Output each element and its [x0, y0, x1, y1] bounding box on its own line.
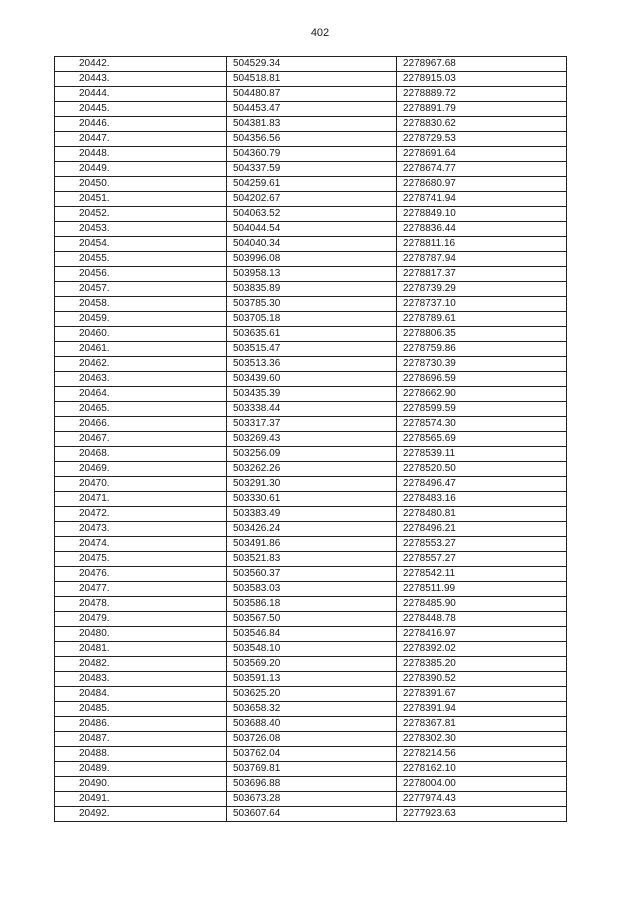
table-row	[55, 537, 567, 552]
easting-cell: 503521.83	[227, 552, 397, 567]
northing-cell: 2278967.68	[397, 57, 567, 72]
northing-cell: 2278214.56	[397, 747, 567, 762]
easting-cell: 504529.34	[227, 57, 397, 72]
northing-cell: 2278392.02	[397, 642, 567, 657]
serial-number-cell: 20453.	[55, 222, 227, 237]
serial-number-cell: 20464.	[55, 387, 227, 402]
serial-number-cell: 20489.	[55, 762, 227, 777]
table-row	[55, 72, 567, 87]
northing-cell: 2278485.90	[397, 597, 567, 612]
serial-number-cell: 20450.	[55, 177, 227, 192]
easting-cell: 503548.10	[227, 642, 397, 657]
serial-number-cell: 20447.	[55, 132, 227, 147]
table-row	[55, 117, 567, 132]
serial-number-cell: 20467.	[55, 432, 227, 447]
northing-cell: 2278811.16	[397, 237, 567, 252]
serial-number-cell: 20491.	[55, 792, 227, 807]
northing-cell: 2278674.77	[397, 162, 567, 177]
easting-cell: 503769.81	[227, 762, 397, 777]
serial-number-cell: 20471.	[55, 492, 227, 507]
northing-cell: 2278739.29	[397, 282, 567, 297]
easting-cell: 503569.20	[227, 657, 397, 672]
serial-number-cell: 20455.	[55, 252, 227, 267]
easting-cell: 504044.54	[227, 222, 397, 237]
easting-cell: 503785.30	[227, 297, 397, 312]
table-row	[55, 477, 567, 492]
table-row	[55, 432, 567, 447]
easting-cell: 504518.81	[227, 72, 397, 87]
easting-cell: 503762.04	[227, 747, 397, 762]
table-row	[55, 162, 567, 177]
table-row	[55, 222, 567, 237]
serial-number-cell: 20446.	[55, 117, 227, 132]
northing-cell: 2278004.00	[397, 777, 567, 792]
northing-cell: 2278729.53	[397, 132, 567, 147]
table-row	[55, 747, 567, 762]
table-row	[55, 372, 567, 387]
serial-number-cell: 20445.	[55, 102, 227, 117]
serial-number-cell: 20473.	[55, 522, 227, 537]
serial-number-cell: 20463.	[55, 372, 227, 387]
table-row	[55, 87, 567, 102]
serial-number-cell: 20492.	[55, 807, 227, 822]
table-row	[55, 642, 567, 657]
northing-cell: 2278830.62	[397, 117, 567, 132]
coordinates-table	[54, 56, 567, 822]
easting-cell: 504063.52	[227, 207, 397, 222]
northing-cell: 2278553.27	[397, 537, 567, 552]
serial-number-cell: 20486.	[55, 717, 227, 732]
northing-cell: 2278496.21	[397, 522, 567, 537]
serial-number-cell: 20478.	[55, 597, 227, 612]
page-number: 402	[310, 27, 330, 39]
table-row	[55, 702, 567, 717]
northing-cell: 2278302.30	[397, 732, 567, 747]
easting-cell: 503546.84	[227, 627, 397, 642]
serial-number-cell: 20485.	[55, 702, 227, 717]
serial-number-cell: 20483.	[55, 672, 227, 687]
easting-cell: 503696.88	[227, 777, 397, 792]
northing-cell: 2278849.10	[397, 207, 567, 222]
northing-cell: 2278539.11	[397, 447, 567, 462]
serial-number-cell: 20466.	[55, 417, 227, 432]
northing-cell: 2278511.99	[397, 582, 567, 597]
table-row	[55, 147, 567, 162]
table-row	[55, 252, 567, 267]
serial-number-cell: 20487.	[55, 732, 227, 747]
table-row	[55, 462, 567, 477]
easting-cell: 503996.08	[227, 252, 397, 267]
easting-cell: 503673.28	[227, 792, 397, 807]
serial-number-cell: 20458.	[55, 297, 227, 312]
table-row	[55, 207, 567, 222]
serial-number-cell: 20460.	[55, 327, 227, 342]
table-body	[55, 57, 567, 822]
northing-cell: 2278817.37	[397, 267, 567, 282]
easting-cell: 503705.18	[227, 312, 397, 327]
table-row	[55, 282, 567, 297]
table-row	[55, 597, 567, 612]
northing-cell: 2278730.39	[397, 357, 567, 372]
table-row	[55, 627, 567, 642]
table-row	[55, 192, 567, 207]
easting-cell: 503262.26	[227, 462, 397, 477]
serial-number-cell: 20477.	[55, 582, 227, 597]
northing-cell: 2278367.81	[397, 717, 567, 732]
serial-number-cell: 20469.	[55, 462, 227, 477]
serial-number-cell: 20442.	[55, 57, 227, 72]
northing-cell: 2278806.35	[397, 327, 567, 342]
easting-cell: 504259.61	[227, 177, 397, 192]
northing-cell: 2278480.81	[397, 507, 567, 522]
easting-cell: 503625.20	[227, 687, 397, 702]
northing-cell: 2278891.79	[397, 102, 567, 117]
northing-cell: 2278662.90	[397, 387, 567, 402]
northing-cell: 2278391.67	[397, 687, 567, 702]
easting-cell: 503560.37	[227, 567, 397, 582]
table-row	[55, 687, 567, 702]
easting-cell: 503688.40	[227, 717, 397, 732]
northing-cell: 2277923.63	[397, 807, 567, 822]
northing-cell: 2278391.94	[397, 702, 567, 717]
table-row	[55, 447, 567, 462]
easting-cell: 504356.56	[227, 132, 397, 147]
table-row	[55, 807, 567, 822]
easting-cell: 503330.61	[227, 492, 397, 507]
serial-number-cell: 20451.	[55, 192, 227, 207]
easting-cell: 503583.03	[227, 582, 397, 597]
northing-cell: 2278520.50	[397, 462, 567, 477]
northing-cell: 2278915.03	[397, 72, 567, 87]
serial-number-cell: 20474.	[55, 537, 227, 552]
table-row	[55, 762, 567, 777]
serial-number-cell: 20457.	[55, 282, 227, 297]
easting-cell: 503958.13	[227, 267, 397, 282]
serial-number-cell: 20488.	[55, 747, 227, 762]
table-row	[55, 552, 567, 567]
table-row	[55, 612, 567, 627]
serial-number-cell: 20462.	[55, 357, 227, 372]
northing-cell: 2278557.27	[397, 552, 567, 567]
northing-cell: 2278787.94	[397, 252, 567, 267]
serial-number-cell: 20484.	[55, 687, 227, 702]
northing-cell: 2278162.10	[397, 762, 567, 777]
northing-cell: 2278416.97	[397, 627, 567, 642]
serial-number-cell: 20461.	[55, 342, 227, 357]
easting-cell: 503435.39	[227, 387, 397, 402]
easting-cell: 504202.67	[227, 192, 397, 207]
northing-cell: 2278483.16	[397, 492, 567, 507]
serial-number-cell: 20490.	[55, 777, 227, 792]
easting-cell: 504381.83	[227, 117, 397, 132]
serial-number-cell: 20475.	[55, 552, 227, 567]
serial-number-cell: 20452.	[55, 207, 227, 222]
serial-number-cell: 20443.	[55, 72, 227, 87]
easting-cell: 503586.18	[227, 597, 397, 612]
easting-cell: 503426.24	[227, 522, 397, 537]
northing-cell: 2278599.59	[397, 402, 567, 417]
serial-number-cell: 20472.	[55, 507, 227, 522]
easting-cell: 503491.86	[227, 537, 397, 552]
easting-cell: 503515.47	[227, 342, 397, 357]
serial-number-cell: 20465.	[55, 402, 227, 417]
serial-number-cell: 20470.	[55, 477, 227, 492]
easting-cell: 503635.61	[227, 327, 397, 342]
northing-cell: 2278789.61	[397, 312, 567, 327]
table-row	[55, 582, 567, 597]
easting-cell: 503439.60	[227, 372, 397, 387]
serial-number-cell: 20456.	[55, 267, 227, 282]
table-row	[55, 672, 567, 687]
serial-number-cell: 20454.	[55, 237, 227, 252]
easting-cell: 503269.43	[227, 432, 397, 447]
easting-cell: 503338.44	[227, 402, 397, 417]
serial-number-cell: 20481.	[55, 642, 227, 657]
table-row	[55, 237, 567, 252]
table-row	[55, 357, 567, 372]
easting-cell: 503567.50	[227, 612, 397, 627]
table-row	[55, 657, 567, 672]
northing-cell: 2278737.10	[397, 297, 567, 312]
table-row	[55, 327, 567, 342]
table-row	[55, 732, 567, 747]
northing-cell: 2278836.44	[397, 222, 567, 237]
easting-cell: 504453.47	[227, 102, 397, 117]
northing-cell: 2278565.69	[397, 432, 567, 447]
northing-cell: 2278385.20	[397, 657, 567, 672]
table-row	[55, 387, 567, 402]
northing-cell: 2278691.64	[397, 147, 567, 162]
easting-cell: 503591.13	[227, 672, 397, 687]
table-row	[55, 717, 567, 732]
easting-cell: 504360.79	[227, 147, 397, 162]
northing-cell: 2278696.59	[397, 372, 567, 387]
easting-cell: 503607.64	[227, 807, 397, 822]
table-row	[55, 297, 567, 312]
table-row	[55, 777, 567, 792]
table-row	[55, 57, 567, 72]
easting-cell: 503317.37	[227, 417, 397, 432]
easting-cell: 503256.09	[227, 447, 397, 462]
easting-cell: 503383.49	[227, 507, 397, 522]
serial-number-cell: 20482.	[55, 657, 227, 672]
table-row	[55, 492, 567, 507]
table-row	[55, 522, 567, 537]
table-row	[55, 402, 567, 417]
easting-cell: 503835.89	[227, 282, 397, 297]
table-row	[55, 177, 567, 192]
serial-number-cell: 20459.	[55, 312, 227, 327]
table-row	[55, 267, 567, 282]
table-row	[55, 792, 567, 807]
easting-cell: 503658.32	[227, 702, 397, 717]
easting-cell: 504337.59	[227, 162, 397, 177]
table-row	[55, 567, 567, 582]
northing-cell: 2278390.52	[397, 672, 567, 687]
northing-cell: 2278542.11	[397, 567, 567, 582]
serial-number-cell: 20479.	[55, 612, 227, 627]
northing-cell: 2278496.47	[397, 477, 567, 492]
easting-cell: 504040.34	[227, 237, 397, 252]
table-row	[55, 102, 567, 117]
northing-cell: 2278741.94	[397, 192, 567, 207]
serial-number-cell: 20444.	[55, 87, 227, 102]
northing-cell: 2278574.30	[397, 417, 567, 432]
easting-cell: 503726.08	[227, 732, 397, 747]
northing-cell: 2278759.86	[397, 342, 567, 357]
serial-number-cell: 20449.	[55, 162, 227, 177]
table-row	[55, 132, 567, 147]
serial-number-cell: 20448.	[55, 147, 227, 162]
table-row	[55, 507, 567, 522]
table-row	[55, 312, 567, 327]
easting-cell: 504480.87	[227, 87, 397, 102]
serial-number-cell: 20476.	[55, 567, 227, 582]
northing-cell: 2278680.97	[397, 177, 567, 192]
table-row	[55, 342, 567, 357]
northing-cell: 2278448.78	[397, 612, 567, 627]
northing-cell: 2277974.43	[397, 792, 567, 807]
northing-cell: 2278889.72	[397, 87, 567, 102]
table-row	[55, 417, 567, 432]
serial-number-cell: 20480.	[55, 627, 227, 642]
serial-number-cell: 20468.	[55, 447, 227, 462]
easting-cell: 503291.30	[227, 477, 397, 492]
easting-cell: 503513.36	[227, 357, 397, 372]
